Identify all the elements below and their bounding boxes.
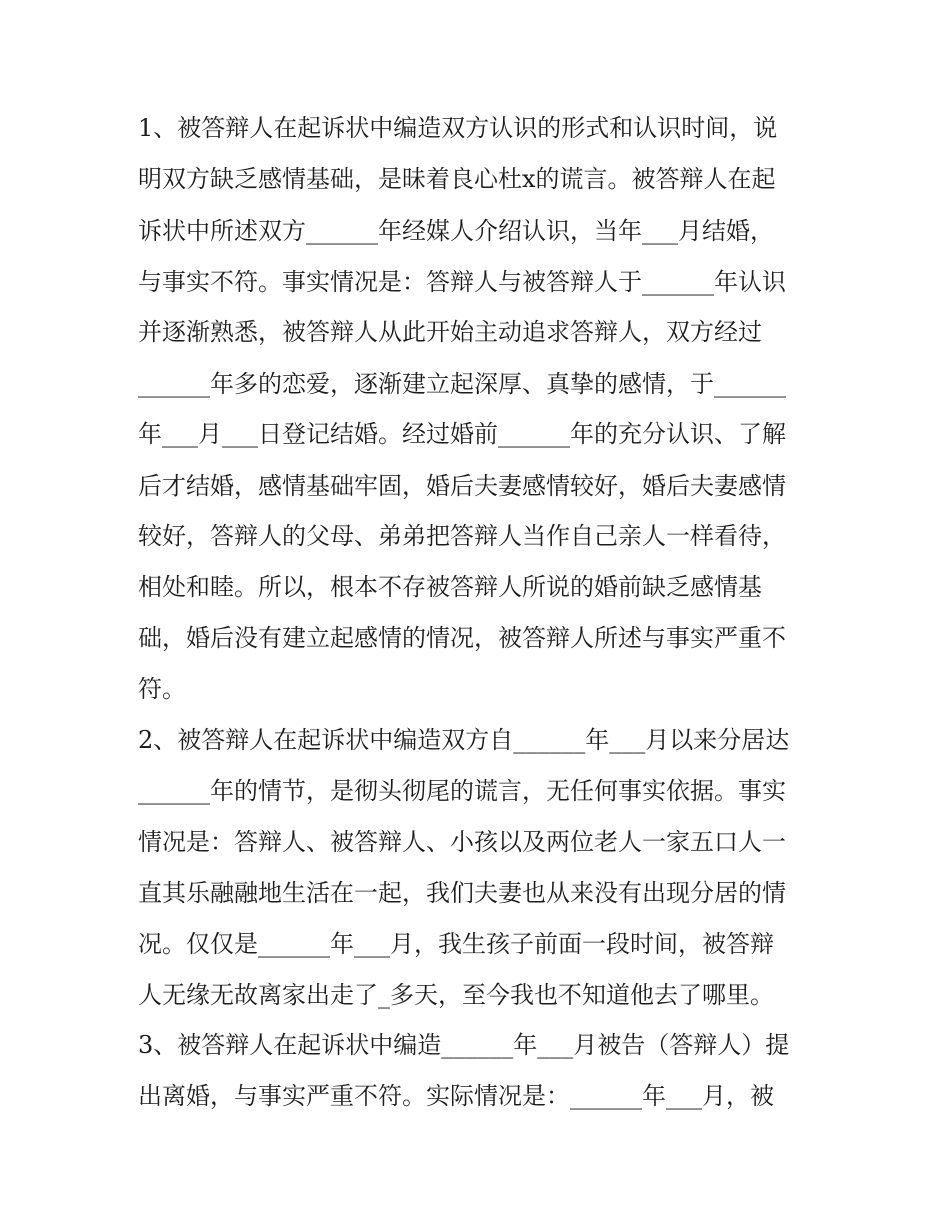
text-line: 3、被答辩人在起诉状中编造______年___月被告（答辩人）提 — [138, 1031, 790, 1059]
text-line: 年___月___日登记结婚。经过婚前______年的充分认识、了解 — [138, 420, 786, 448]
text-line: 出离婚，与事实严重不符。实际情况是：______年___月，被 — [138, 1082, 774, 1110]
text-line: 相处和睦。所以，根本不存被答辩人所说的婚前缺乏感情基 — [138, 573, 762, 601]
text-line: 况。仅仅是______年___月，我生孩子前面一段时间，被答辩 — [138, 930, 774, 958]
text-line: 后才结婚，感情基础牢固，婚后夫妻感情较好，婚后夫妻感情 — [138, 472, 786, 500]
text-line: 与事实不符。事实情况是：答辩人与被答辩人于______年认识 — [138, 268, 786, 296]
text-line: 并逐渐熟悉，被答辩人从此开始主动追求答辩人，双方经过 — [138, 318, 762, 346]
text-line: ______年的情节，是彻头彻尾的谎言，无任何事实依据。事实 — [138, 777, 786, 805]
text-line: 1、被答辩人在起诉状中编造双方认识的形式和认识时间，说 — [138, 114, 778, 142]
text-line: 较好，答辩人的父母、弟弟把答辩人当作自己亲人一样看待， — [138, 522, 786, 550]
text-line: 诉状中所述双方______年经媒人介绍认识，当年___月结婚， — [138, 217, 774, 245]
text-line: 情况是：答辩人、被答辩人、小孩以及两位老人一家五口人一 — [138, 828, 786, 856]
text-line: 明双方缺乏感情基础，是昧着良心杜x的谎言。被答辩人在起 — [138, 165, 776, 193]
text-line: 础，婚后没有建立起感情的情况，被答辩人所述与事实严重不 — [138, 624, 786, 652]
text-line: 2、被答辩人在起诉状中编造双方自______年___月以来分居达 — [138, 726, 790, 754]
text-line: 符。 — [138, 675, 186, 703]
text-line: 直其乐融融地生活在一起，我们夫妻也从来没有出现分居的情 — [138, 879, 786, 907]
text-line: 人无缘无故离家出走了_多天，至今我也不知道他去了哪里。 — [138, 981, 774, 1009]
text-line: ______年多的恋爱，逐渐建立起深厚、真挚的感情，于______ — [138, 370, 786, 398]
